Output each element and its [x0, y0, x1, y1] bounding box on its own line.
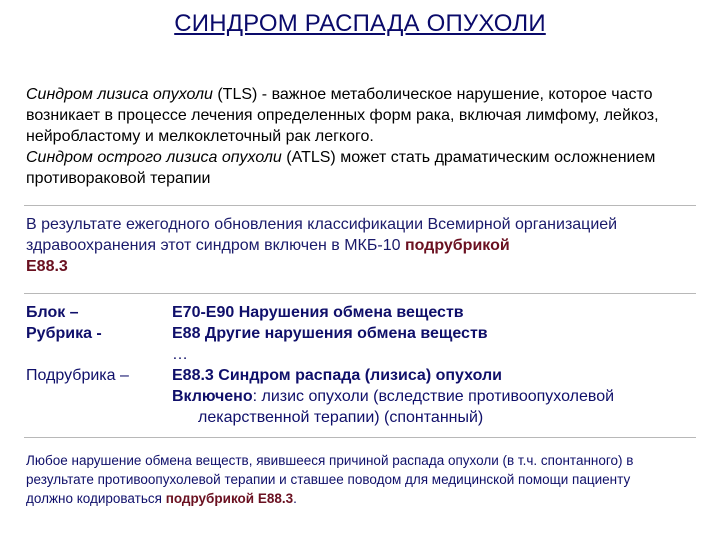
intro-paragraph — [26, 84, 706, 189]
included-text — [172, 386, 614, 407]
tls-description: - важное метаболическое нарушение, которое часто возникает в процессе лечения определенных форм рака, включая лимфому, лейкоз, нейробластому и мелкоклеточный рак легкого. — [26, 86, 659, 145]
included-line2: лекарственной терапии) (спонтанный) — [198, 409, 484, 426]
divider — [24, 293, 696, 294]
included-row-2 — [26, 407, 706, 428]
rubric-label: Рубрика - — [26, 325, 102, 342]
note-code: подрубрикой Е88.3 — [165, 491, 294, 506]
tls-abbr: (TLS) — [212, 86, 258, 103]
divider — [24, 205, 696, 206]
subrubric-value: Е88.3 Синдром распада (лизиса) опухоли — [172, 367, 503, 384]
who-code: Е88.3 — [26, 258, 68, 275]
divider — [24, 437, 696, 438]
who-paragraph — [26, 214, 706, 277]
classification-list — [26, 302, 706, 428]
block-row — [26, 302, 706, 323]
coding-note — [26, 451, 666, 508]
rubric-value: Е88 Другие нарушения обмена веществ — [172, 325, 488, 342]
block-value: Е70-Е90 Нарушения обмена веществ — [172, 304, 464, 321]
included-label: Включено — [172, 388, 253, 405]
subrubric-label: Подрубрика – — [26, 367, 129, 384]
page-title: СИНДРОМ РАСПАДА ОПУХОЛИ — [174, 10, 546, 37]
subrubric-row — [26, 365, 706, 386]
atls-abbr: (ATLS) — [281, 149, 336, 166]
included-row — [26, 386, 706, 407]
atls-term: Синдром острого лизиса опухоли — [26, 149, 282, 166]
rubric-row — [26, 323, 706, 344]
who-subrubric-word: подрубрикой — [404, 237, 510, 254]
block-label: Блок – — [26, 304, 79, 321]
note-text: Любое нарушение обмена веществ, явившееся причиной распада опухоли (в т.ч. спонтанного) в результате противоопухолевой терапии и ставшее поводом для медицинской помощи пациенту должно кодироваться — [26, 453, 634, 506]
included-line1: : лизис опухоли (вследствие противоопухолевой — [252, 388, 615, 405]
who-text: В результате ежегодного обновления классификации Всемирной организацией здравоохранения этот синдром включен в МКБ-10 — [26, 216, 618, 254]
ellipsis: … — [172, 346, 188, 363]
atls-description: может стать драматическим осложнением противораковой терапии — [26, 149, 656, 187]
tls-term: Синдром лизиса опухоли — [26, 86, 213, 103]
note-end: . — [293, 491, 297, 506]
ellipsis-row — [26, 344, 706, 365]
